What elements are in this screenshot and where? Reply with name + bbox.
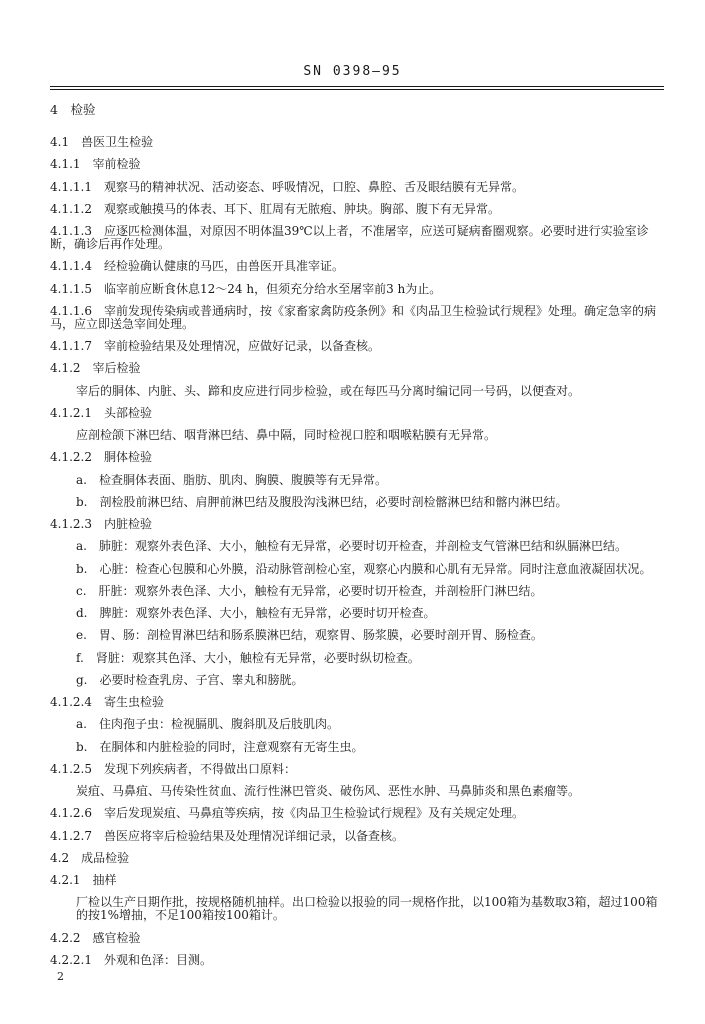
clause-heading: 4.1.2.2 胴体检验: [50, 450, 152, 465]
list-item: b. 在胴体和内脏检验的同时，注意观察有无寄生虫。: [76, 739, 364, 754]
clause-text: 4.1.1.6 宰前发现传染病或普通病时，按《家畜家禽防疫条例》和《肉品卫生检验试行规程》处理。确定急宰的病马，应立即送急宰间处理。: [50, 303, 656, 331]
clause-heading: 4.2.2 感官检验: [50, 930, 141, 945]
list-item: d. 脾脏：观察外表色泽、大小，触检有无异常，必要时切开检查。: [76, 606, 436, 620]
clause-heading: 4.2.1 抽样: [50, 873, 117, 887]
list-item: e. 胃、肠：剖检胃淋巴结和肠系膜淋巴结，观察胃、肠浆膜，必要时剖开胃、肠检查。: [76, 628, 543, 643]
paragraph-text: 炭疽、马鼻疽、马传染性贫血、流行性淋巴管炎、破伤风、恶性水肿、马鼻肺炎和黑色素瘤等。: [76, 784, 581, 798]
clause-heading: 4.1.2 宰后检验: [50, 361, 141, 376]
clause-text: 4.1.2.6 宰后发现炭疽、马鼻疽等疾病，按《肉品卫生检验试行规程》及有关规定处理。: [50, 806, 524, 821]
section-heading: 4 检验: [50, 102, 96, 117]
list-item: a. 检查胴体表面、脂肪、肌肉、胸膜、腹膜等有无异常。: [76, 472, 387, 487]
list-item: b. 剖检股前淋巴结、肩胛前淋巴结及腹股沟浅淋巴结，必要时剖检髂淋巴结和髂内淋巴结。: [76, 494, 568, 509]
subsection-heading: 4.1 兽医卫生检验: [50, 135, 154, 149]
clause-text: 4.1.1.2 观察或触摸马的体表、耳下、肛周有无脓疱、肿块。胸部、腹下有无异常。: [50, 201, 500, 216]
header-rule-top: [50, 86, 664, 87]
clause-text: 4.1.1.5 临宰前应断食休息12～24 h，但须充分给水至屠宰前3 h为止。: [50, 281, 442, 296]
clause-text: 4.1.1.1 观察马的精神状况、活动姿态、呼吸情况，口腔、鼻腔、舌及眼结膜有无异常。: [50, 179, 524, 194]
paragraph-text: 厂检以生产日期作批，按规格随机抽样。出口检验以报验的同一规格作批，以100箱为基数取3箱，超过100箱的按1%增抽，不足100箱按100箱计。: [76, 895, 658, 923]
list-item: b. 心脏：检查心包膜和心外膜，沿动脉管剖检心室，观察心内膜和心肌有无异常。同时注意血液凝固状况。: [76, 561, 652, 576]
subsection-heading: 4.2 成品检验: [50, 850, 130, 865]
standard-code-header: SN 0398—95: [303, 64, 402, 79]
clause-text: 4.1.2.7 兽医应将宰后检验结果及处理情况详细记录，以备查核。: [50, 828, 404, 843]
clause-heading: 4.1.2.1 头部检验: [50, 405, 152, 420]
list-item: g. 必要时检查乳房、子宫、睾丸和膀胱。: [76, 672, 304, 687]
page-number: 2: [57, 970, 64, 983]
clause-text: 4.1.1.7 宰前检验结果及处理情况，应做好记录，以备查核。: [50, 339, 380, 353]
list-item: f. 肾脏：观察其色泽、大小，触检有无异常，必要时纵切检查。: [76, 650, 420, 665]
clause-heading: 4.1.1 宰前检验: [50, 157, 141, 172]
clause-text: 4.1.1.3 应逐匹检测体温，对原因不明体温39℃以上者，不准屠宰，应送可疑病畜圈观察。必要时进行实验室诊断，确诊后再作处理。: [50, 224, 649, 251]
list-item: a. 肺脏：观察外表色泽、大小，触检有无异常，必要时切开检查，并剖检支气管淋巴结和纵膈淋巴结。: [76, 539, 627, 554]
clause-text: 4.1.1.4 经检验确认健康的马匹，由兽医开具准宰证。: [50, 259, 344, 274]
clause-heading: 4.1.2.4 寄生虫检验: [50, 695, 164, 709]
list-item: c. 肝脏：观察外表色泽、大小，触检有无异常，必要时切开检查，并剖检肝门淋巴结。: [76, 583, 543, 598]
header-rule-bottom: [50, 89, 664, 90]
paragraph-text: 应剖检颌下淋巴结、咽背淋巴结、鼻中隔，同时检视口腔和咽喉粘膜有无异常。: [76, 428, 497, 442]
list-item: a. 住肉孢子虫：检视膈肌、腹斜肌及后肢肌肉。: [76, 717, 339, 732]
clause-text: 4.1.2.5 发现下列疾病者，不得做出口原料：: [50, 761, 296, 776]
document-body: [50, 103, 662, 976]
clause-heading: 4.1.2.3 内脏检验: [50, 517, 152, 531]
clause-text: 4.2.2.1 外观和色泽：目测。: [50, 952, 212, 967]
paragraph-text: 宰后的胴体、内脏、头、蹄和皮应进行同步检验，或在每匹马分离时编记同一号码，以便查对。: [76, 383, 581, 398]
